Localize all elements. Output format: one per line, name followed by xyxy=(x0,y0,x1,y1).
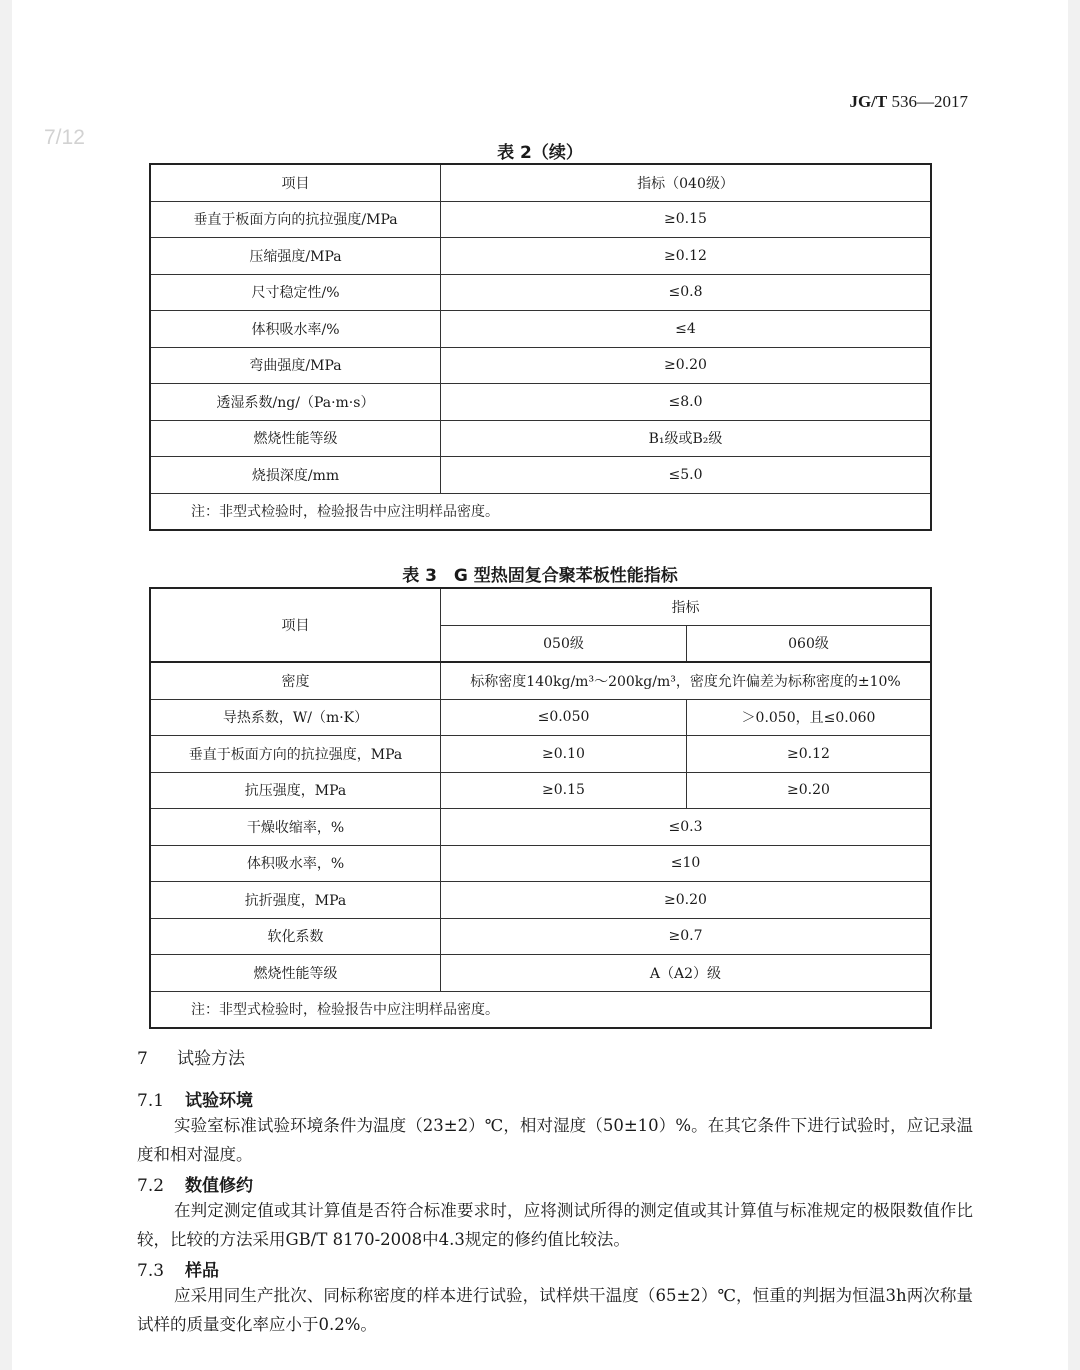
table-cell: ≥0.7 xyxy=(441,918,932,955)
table-header-cell: 指标（040级） xyxy=(441,164,932,201)
table-cell: ≤4 xyxy=(441,311,932,348)
table-cell: 密度 xyxy=(150,662,441,699)
subsection-title: 试验环境 xyxy=(185,1091,253,1111)
table-cell: 燃烧性能等级 xyxy=(150,420,441,457)
standard-prefix: JG/T xyxy=(849,92,888,111)
section-7-2-paragraph: 在判定测定值或其计算值是否符合标准要求时，应将测试所得的测定值或其计算值与标准规定的极限数值作比较，比较的方法采用GB/T 8170-2008中4.3规定的修约值比较法。 xyxy=(137,1201,973,1249)
table-header-row xyxy=(150,588,931,625)
table-cell: ≤10 xyxy=(441,845,932,882)
table-row xyxy=(150,809,931,846)
table-cell: ≤8.0 xyxy=(441,384,932,421)
table-cell: ≥0.10 xyxy=(441,736,687,773)
section-7-1-paragraph: 实验室标准试验环境条件为温度（23±2）℃，相对湿度（50±10）%。在其它条件下进行试验时，应记录温度和相对湿度。 xyxy=(137,1116,973,1164)
table-cell: 抗折强度，MPa xyxy=(150,882,441,919)
table-note-row xyxy=(150,493,931,530)
table3-caption: 表 3 G 型热固复合聚苯板性能指标 xyxy=(402,566,678,586)
table-cell: 软化系数 xyxy=(150,918,441,955)
table-cell: 透湿系数/ng/（Pa·m·s） xyxy=(150,384,441,421)
table-cell: A（A2）级 xyxy=(441,955,932,992)
table-cell: 垂直于板面方向的抗拉强度，MPa xyxy=(150,736,441,773)
table-cell: ≥0.12 xyxy=(687,736,932,773)
section-7-heading xyxy=(137,1044,245,1069)
table-row xyxy=(150,845,931,882)
table-cell: ≥0.20 xyxy=(441,347,932,384)
table-cell: 体积吸水率/% xyxy=(150,311,441,348)
section-7-1-heading xyxy=(137,1086,253,1111)
table-row xyxy=(150,699,931,736)
table-cell: 压缩强度/MPa xyxy=(150,238,441,275)
table-cell: ≤0.050 xyxy=(441,699,687,736)
table-note-row xyxy=(150,991,931,1028)
table-row xyxy=(150,772,931,809)
table-row xyxy=(150,955,931,992)
table-row xyxy=(150,311,931,348)
table-cell: 抗压强度，MPa xyxy=(150,772,441,809)
table-cell: ≥0.12 xyxy=(441,238,932,275)
table-row xyxy=(150,347,931,384)
table-cell: 干燥收缩率，% xyxy=(150,809,441,846)
table-row xyxy=(150,882,931,919)
table-header-cell: 项目 xyxy=(150,164,441,201)
table-header-cell: 060级 xyxy=(687,625,932,662)
table-header-cell: 050级 xyxy=(441,625,687,662)
table-row xyxy=(150,662,931,699)
table-cell: ≤5.0 xyxy=(441,457,932,494)
table-cell: 导热系数，W/（m·K） xyxy=(150,699,441,736)
table-row xyxy=(150,274,931,311)
section-title: 试验方法 xyxy=(177,1049,245,1069)
table-cell: B₁级或B₂级 xyxy=(441,420,932,457)
table-cell: ≥0.15 xyxy=(441,201,932,238)
table-row xyxy=(150,238,931,275)
table-cell: 垂直于板面方向的抗拉强度/MPa xyxy=(150,201,441,238)
table-cell: 尺寸稳定性/% xyxy=(150,274,441,311)
table-cell: 烧损深度/mm xyxy=(150,457,441,494)
subsection-number: 7.1 xyxy=(137,1091,165,1111)
table-cell: ＞0.050，且≤0.060 xyxy=(687,699,932,736)
table-cell: ≥0.15 xyxy=(441,772,687,809)
table-header-row xyxy=(150,164,931,201)
section-7-3-heading xyxy=(137,1256,219,1281)
subsection-title: 样品 xyxy=(185,1261,219,1281)
table-note: 注：非型式检验时，检验报告中应注明样品密度。 xyxy=(150,493,931,530)
table-cell: 燃烧性能等级 xyxy=(150,955,441,992)
table-cell: 标称密度140kg/m³～200kg/m³，密度允许偏差为标称密度的±10% xyxy=(441,662,932,699)
table-row xyxy=(150,457,931,494)
subsection-number: 7.3 xyxy=(137,1261,165,1281)
table-cell: ≥0.20 xyxy=(687,772,932,809)
table2 xyxy=(149,163,932,531)
page-indicator: 7/12 xyxy=(44,126,85,149)
standard-code xyxy=(849,92,968,112)
table3 xyxy=(149,587,932,1029)
table-row xyxy=(150,420,931,457)
table-note: 注：非型式检验时，检验报告中应注明样品密度。 xyxy=(150,991,931,1028)
table-row xyxy=(150,918,931,955)
table-row xyxy=(150,736,931,773)
table-cell: ≤0.8 xyxy=(441,274,932,311)
table-header-cell: 指标 xyxy=(441,588,932,625)
subsection-number: 7.2 xyxy=(137,1176,165,1196)
table2-caption: 表 2（续） xyxy=(497,143,583,163)
standard-number: 536—2017 xyxy=(891,92,968,111)
table-cell: 体积吸水率，% xyxy=(150,845,441,882)
table-cell: 弯曲强度/MPa xyxy=(150,347,441,384)
table-cell: ≥0.20 xyxy=(441,882,932,919)
table-header-cell: 项目 xyxy=(150,588,441,662)
section-7-2-heading xyxy=(137,1171,253,1196)
subsection-title: 数值修约 xyxy=(185,1176,253,1196)
section-number: 7 xyxy=(137,1049,148,1069)
table-cell: ≤0.3 xyxy=(441,809,932,846)
table-row xyxy=(150,201,931,238)
section-7-3-paragraph: 应采用同生产批次、同标称密度的样本进行试验，试样烘干温度（65±2）℃，恒重的判据为恒温3h两次称量试样的质量变化率应小于0.2%。 xyxy=(137,1286,973,1334)
table-row xyxy=(150,384,931,421)
